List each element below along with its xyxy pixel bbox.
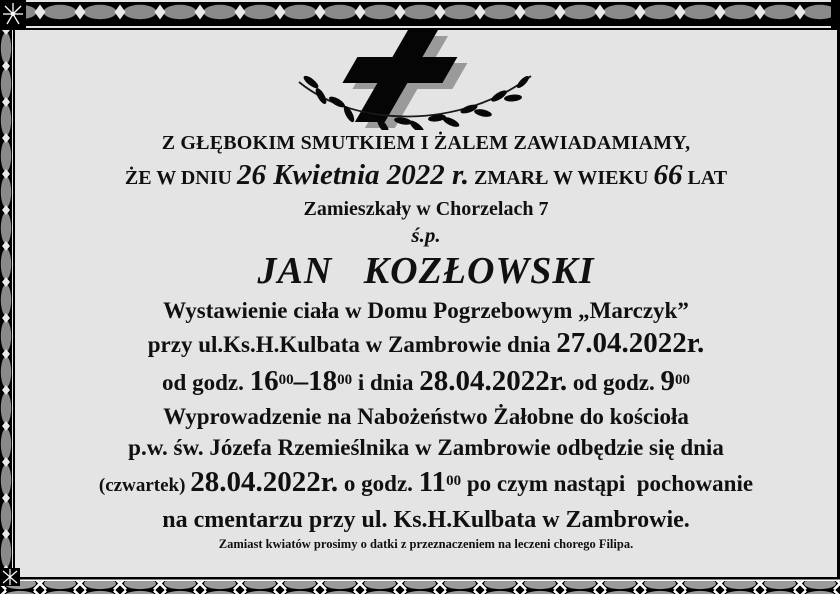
vertical-oval-chain-ornament	[0, 30, 16, 594]
top-border-ornament	[0, 0, 840, 32]
death-date: 26 Kwietnia 2022 r.	[236, 159, 469, 191]
starburst-corner-icon	[0, 0, 28, 32]
hour-second-day: $9^{00}$	[660, 365, 690, 397]
bottom-left-corner-block	[0, 568, 22, 586]
minutes-sup: 00	[278, 372, 294, 388]
funeral-date: 28.04.2022r.	[190, 466, 339, 498]
sp-abbreviation: ś.p.	[411, 223, 441, 247]
funeral-hour: $11^{00}$	[418, 466, 462, 498]
minutes-sup: 00	[674, 372, 690, 388]
cemetery-line: na cmentarzu przy ul. Ks.H.Kulbata w Zambrowie.	[162, 507, 690, 533]
death-date-line	[26, 157, 826, 196]
viewing-hours-line	[26, 362, 826, 401]
procession-line: Wyprowadzenie na Nabożeństwo Żałobne do kościoła	[163, 404, 689, 429]
hours-post: od godz.	[567, 370, 661, 395]
top-right-corner-block	[831, 0, 840, 30]
oval-x-chain-ornament	[0, 577, 840, 594]
announcement-line: Z GŁĘBOKIM SMUTKIEM I ŻALEM ZAWIADAMIAMY,	[161, 132, 691, 154]
viewing-date-1: 27.04.2022r.	[556, 327, 705, 359]
age-value: 66	[653, 159, 683, 191]
weekday-label: (czwartek)	[98, 475, 191, 496]
bottom-border-ornament	[0, 577, 840, 594]
death-date-post: LAT	[682, 167, 728, 189]
notice-text	[26, 129, 826, 553]
corner-sparkle-icon	[0, 568, 22, 586]
viewing-date-2: 28.04.2022r.	[419, 365, 568, 397]
viewing-address-pre: przy ul.Ks.H.Kulbata w Zambrowie dnia	[147, 332, 557, 357]
funeral-time-pre: o godz.	[338, 471, 419, 496]
minutes-sup: 00	[446, 473, 462, 489]
deceased-name: JAN KOZŁOWSKI	[257, 250, 595, 292]
hours-mid: i dnia	[352, 370, 420, 395]
viewing-line: Wystawienie ciała w Domu Pogrzebowym „Marczyk”	[163, 298, 689, 323]
funeral-post: po czym nastąpi pochowanie	[461, 471, 754, 496]
starburst-corner	[0, 0, 28, 32]
hours-pre: od godz.	[162, 370, 250, 395]
left-border-ornament	[0, 30, 16, 594]
donations-note: Zamiast kwiatów prosimy o datki z przeznaczeniem na leczeni chorego Filipa.	[218, 537, 634, 551]
church-line: p.w. św. Józefa Rzemieślnika w Zambrowie odbędzie się dnia	[128, 435, 724, 460]
minutes-sup: 00	[337, 372, 353, 388]
cross-emblem	[285, 30, 545, 130]
oval-chain-ornament	[0, 0, 840, 32]
hour-from: $16^{00}-18^{00}$	[249, 365, 353, 397]
death-date-mid: ZMARŁ W WIEKU	[469, 167, 654, 189]
death-date-pre: ŻE W DNIU	[124, 167, 237, 189]
residence-line: Zamieszkały w Chorzelach 7	[303, 198, 549, 220]
funeral-date-line	[26, 463, 826, 504]
slanted-cross-laurel-icon	[285, 30, 545, 130]
hours-dash: –	[293, 365, 309, 397]
viewing-address-line	[26, 326, 826, 362]
